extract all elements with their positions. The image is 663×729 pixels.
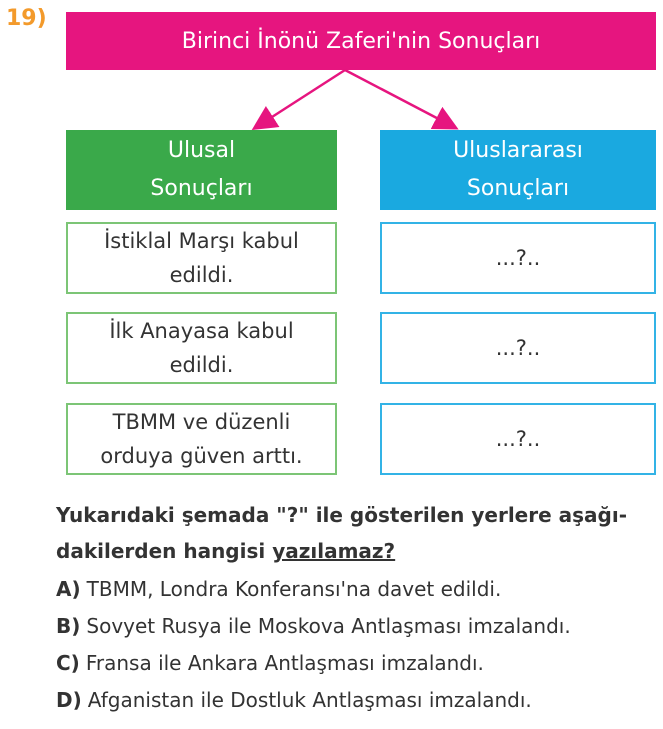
question-emphasis: yazılamaz? <box>272 539 396 563</box>
column-header-international-line1: Uluslararası <box>453 138 583 163</box>
option-c[interactable] <box>56 651 484 675</box>
arrow-right <box>345 70 452 126</box>
column-header-international <box>380 130 656 210</box>
arrow-left <box>258 70 345 126</box>
option-d-letter: D) <box>56 688 82 712</box>
national-result-2 <box>66 312 337 384</box>
column-header-national-line1: Ulusal <box>167 138 236 163</box>
international-result-1-text: ...?.. <box>495 246 541 270</box>
international-result-3-text: ...?.. <box>495 427 541 451</box>
option-d-text: Afganistan ile Dostluk Antlaşması imzalandı. <box>87 688 532 712</box>
question-stem <box>56 497 656 569</box>
option-c-text: Fransa ile Ankara Antlaşması imzalandı. <box>85 651 484 675</box>
option-d[interactable] <box>56 688 532 712</box>
diagram-title-text: Birinci İnönü Zaferi'nin Sonuçları <box>181 28 541 54</box>
international-result-3 <box>380 403 656 475</box>
national-result-1-line2: edildi. <box>169 263 234 287</box>
question-line-1: Yukarıdaki şemada "?" ile gösterilen yerlere aşağı- <box>56 503 628 527</box>
option-c-letter: C) <box>56 651 80 675</box>
question-number: 19) <box>6 6 47 31</box>
national-result-3-line1: TBMM ve düzenli <box>112 410 291 434</box>
option-b-letter: B) <box>56 614 81 638</box>
option-b-text: Sovyet Rusya ile Moskova Antlaşması imzalandı. <box>86 614 571 638</box>
option-a[interactable] <box>56 577 501 601</box>
national-result-1 <box>66 222 337 294</box>
option-a-letter: A) <box>56 577 81 601</box>
national-result-3-line2: orduya güven arttı. <box>100 444 303 468</box>
international-result-2 <box>380 312 656 384</box>
option-a-text: TBMM, Londra Konferansı'na davet edildi. <box>86 577 502 601</box>
column-header-national <box>66 130 337 210</box>
national-result-3 <box>66 403 337 475</box>
branch-arrows <box>0 0 663 140</box>
column-header-international-line2: Sonuçları <box>466 176 570 201</box>
national-result-2-line2: edildi. <box>169 353 234 377</box>
question-line-2-prefix: dakilerden hangisi <box>56 539 273 563</box>
question-line-2 <box>56 533 656 569</box>
national-result-1-line1: İstiklal Marşı kabul <box>104 229 299 253</box>
national-result-2-line1: İlk Anayasa kabul <box>109 319 294 343</box>
option-b[interactable] <box>56 614 571 638</box>
column-header-national-line2: Sonuçları <box>150 176 253 201</box>
international-result-2-text: ...?.. <box>495 336 541 360</box>
international-result-1 <box>380 222 656 294</box>
